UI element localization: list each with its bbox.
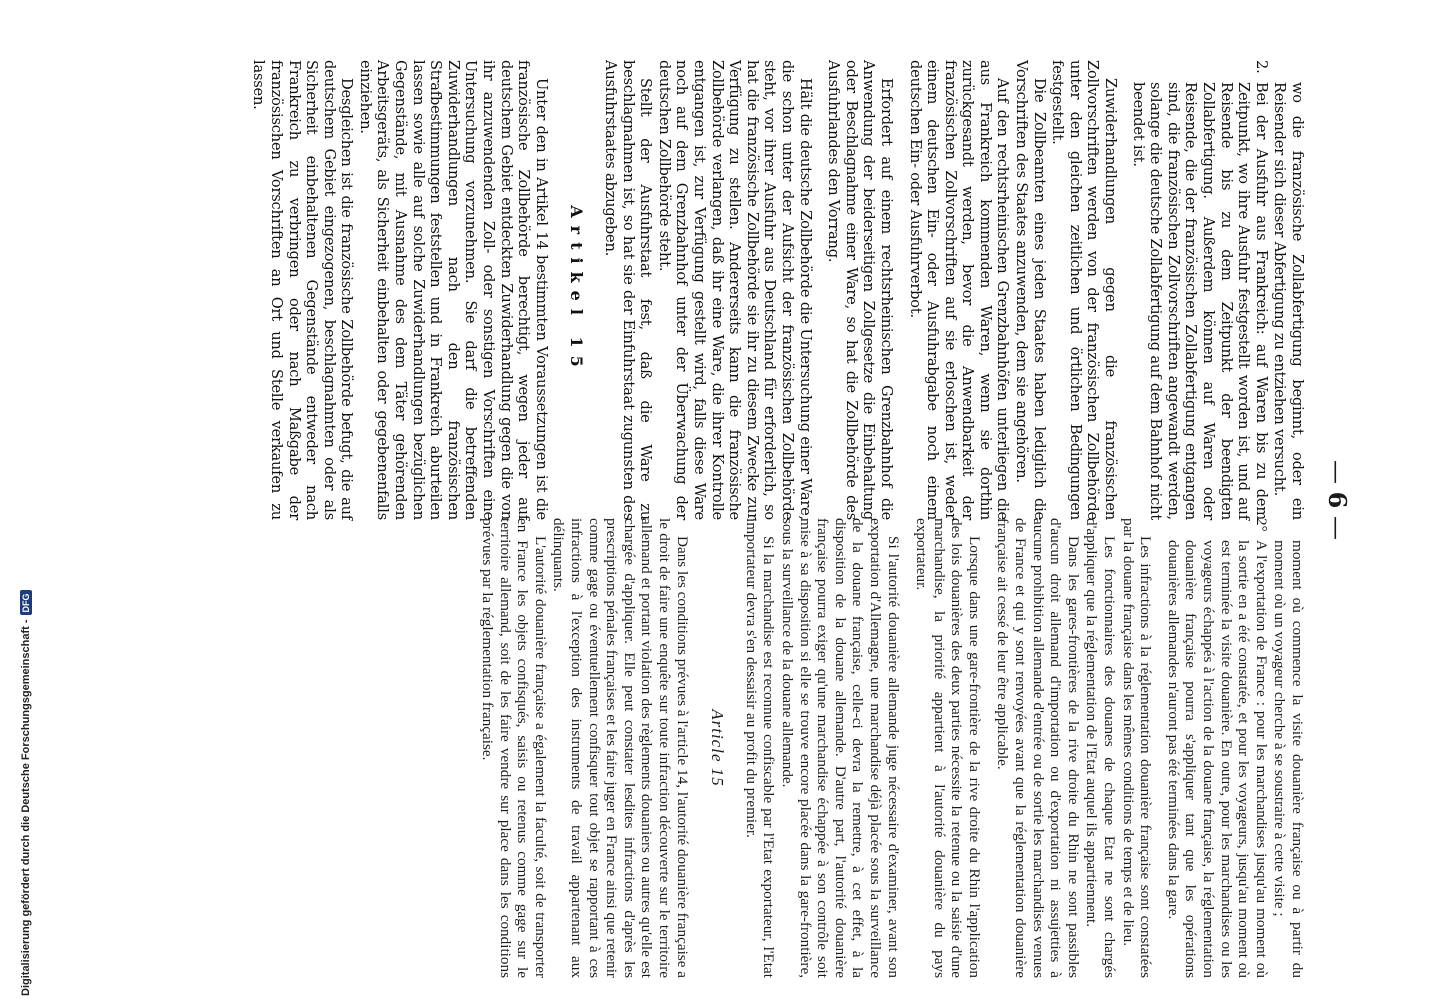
german-paragraph: Hält die deutsche Zollbehörde die Untersuchung einer Ware, die schon unter der Aufsicht der französischen Zollbehörde steht, vor ihrer Ausfuhr aus Deutschland für erforderlich, so hat die französische Zollbehörde sie ihr zu diesem Zwecke zur Verfügung zu stellen. Andererseits kann die französische Zollbehörde verlangen, daß ihr eine Ware, die ihrer Kontrolle entgangen ist, zur Verfügung gestellt wird, falls diese Ware noch auf dem Grenzbahnhof unter der Überwachung der deutschen Zollbehörde steht. <box>655 60 814 520</box>
german-list-number: 2. <box>1252 60 1270 74</box>
german-paragraph: Zuwiderhandlungen gegen die französischen Zollvorschriften werden von der französischen Zollbehörde unter den gleichen zeitlichen und örtlichen Bedingungen festgestellt. <box>1049 60 1120 520</box>
page-number: — 6 — <box>1323 0 1352 1000</box>
french-paragraph: Si la marchandise est reconnue confiscable par l'Etat exportateur, l'Etat importateur devra s'en dessaisir au profit du premier. <box>742 518 778 978</box>
french-paragraph: Les infractions à la réglementation douanière française sont constatées par la douane française dans les mêmes conditions de temps et de lieu. <box>1119 518 1155 978</box>
german-column <box>249 60 1306 520</box>
french-paragraph: moment où commence la visite douanière française ou à partir du moment où un voyageur cherche à se soustraire à cette visite ; <box>1271 540 1306 978</box>
french-list-number: 2° <box>1252 518 1270 532</box>
dfg-logo-icon: DFG <box>20 590 32 615</box>
footer-text: Digitalisierung gefördert durch die Deutsche Forschungsgemeinschaft - <box>20 619 32 996</box>
french-article-title: Article 15 <box>708 709 728 787</box>
french-list-text: A l'exportation de France : pour les marchandises jusqu'au moment où la sortie en a été constatée, et pour les voyageurs, jusqu'au moment où est terminée la visite douanière. En outre, pour les marchandises ou les voyageurs échappés à l'action de la douane française, la réglementation douanière française pourra s'appliquer tant que les opérations douanières allemandes n'auront pas été terminées dans la gare. <box>1164 540 1270 978</box>
german-paragraph: Unter den in Artikel 14 bestimmten Voraussetzungen ist die französische Zollbehörde berechtigt, wegen jeder auf deutschem Gebiet entdeckten Zuwiderhandlung gegen die von ihr anzuwendenden Zoll- oder sonstigen Vorschriften eine Untersuchung vorzunehmen. Sie darf die betreffenden Zuwiderhandlungen nach den französischen Strafbestimmungen feststellen und in Frankreich aburteilen lassen sowie alle auf solche Zuwiderhandlungen bezüglichen Gegenstände, mit Ausnahme des dem Täter gehörenden Arbeitsgeräts, als Sicherheit einbehalten oder gegebenenfalls einziehen. <box>356 60 550 520</box>
french-paragraph: L'autorité douanière française a également la faculté, soit de transporter en France les objets confisqués, saisis ou retenus comme gage sur le territoire allemand, soit de les faire vendre sur place dans les conditions prévues par la réglementation française. <box>479 518 549 978</box>
german-paragraph: Die Zollbeamten eines jeden Staates haben lediglich die Vorschriften des Staates anzuwenden, dem sie angehören. <box>1013 60 1048 520</box>
french-paragraph: Les fonctionnaires des douanes de chaque Etat ne sont chargés d'appliquer que la réglementation de l'Etat auquel ils appartiennent. <box>1083 518 1119 978</box>
german-paragraph: Stellt der Ausfuhrstaat fest, daß die Ware zu beschlagnahmen ist, so hat sie der Einfuhrstaat zugunsten des Ausfuhrstaates abzugeben. <box>602 60 655 520</box>
german-paragraph: Desgleichen ist die französische Zollbehörde befugt, die auf deutschem Gebiet eingezogenen, beschlagnahmten oder als Sicherheit einbehaltenen Gegenstände entweder nach Frankreich zu verbringen oder nach Maßgabe der französischen Vorschriften an Ort und Stelle verkaufen zu lassen. <box>250 60 356 520</box>
french-paragraph: Si l'autorité douanière allemande juge nécessaire d'examiner, avant son exportation d'Allemagne, une marchandise déjà placée sous la surveillance de la douane française, celle-ci devra la remettre, à cet effet, à la disposition de la douane allemande. D'autre part, l'autorité douanière française pourra exiger qu'une marchandise échappée à son contrôle soit mise à sa disposition si elle se trouve encore placée dans la gare-frontière, sous la surveillance de la douane allemande. <box>778 518 902 978</box>
digitization-footer <box>20 590 32 996</box>
german-list-item <box>1129 60 1270 520</box>
french-paragraph: Lorsque dans une gare-frontière de la rive droite du Rhin l'application des lois douanières des deux parties nécessite la retenue ou la saisie d'une marchandise, la priorité appartient à l'autorité douanière du pays exportateur. <box>913 518 983 978</box>
french-list-item <box>1164 518 1270 978</box>
german-list-text: Bei der Ausfuhr aus Frankreich: auf Waren bis zu dem Zeitpunkt, wo ihre Ausfuhr festgestellt worden ist, und auf Reisende bis zu dem Zeitpunkt der beendigten Zollabfertigung. Außerdem können auf Waren oder Reisende, die der französischen Zollabfertigung entgangen sind, die französischen Zollvorschriften angewandt werden, solange die deutsche Zollabfertigung auf dem Bahnhof nicht beendet ist. <box>1129 82 1270 520</box>
german-article-title: Artikel 15 <box>567 205 587 375</box>
french-paragraph: Dans les conditions prévues à l'article 14, l'autorité douanière française a le droit de faire une enquête sur toute infraction découverte sur le territoire allemand et portant violation des règlements douaniers ou autres qu'elle est chargée d'appliquer. Elle peut constater lesdites infractions d'après les prescriptions pénales françaises et les faire juger en France ainsi que retenir comme gage ou éventuellement confisquer tout objet se rapportant à ces infractions à l'exception des instruments de travail appartenant aux délinquants. <box>550 518 691 978</box>
german-paragraph: wo die französische Zollabfertigung beginnt, oder ein Reisender sich dieser Abfertigung zu entziehen versucht. <box>1271 82 1306 520</box>
german-paragraph: Auf den rechtsrheinischen Grenzbahnhöfen unterliegen die aus Frankreich kommenden Waren, wenn sie dorthin zurückgesandt werden, bevor die Anwendbarkeit der französischen Zollvorschriften auf sie erloschen ist, weder einem deutschen Ein- oder Ausfuhrabgabe noch einem deutschen Ein- oder Ausfuhrverbot. <box>906 60 1012 520</box>
german-paragraph: Erfordert auf einem rechtsrheinischen Grenzbahnhof die Anwendung der beiderseitigen Zollgesetze die Einbehaltung oder Beschlagnahme einer Ware, so hat die Zollbehörde des Ausfuhrlandes den Vorrang. <box>825 60 895 520</box>
french-column <box>477 518 1306 978</box>
french-paragraph: Dans les gares-frontières de la rive droite du Rhin ne sont passibles d'aucun droit allemand d'importation ou d'exportation ni assujetties à aucune prohibition allemande d'entrée ou de sortie les marchandises venues de France et qui y sont renvoyées avant que la réglementation douanière française ait cessé de leur être applicable. <box>994 518 1082 978</box>
